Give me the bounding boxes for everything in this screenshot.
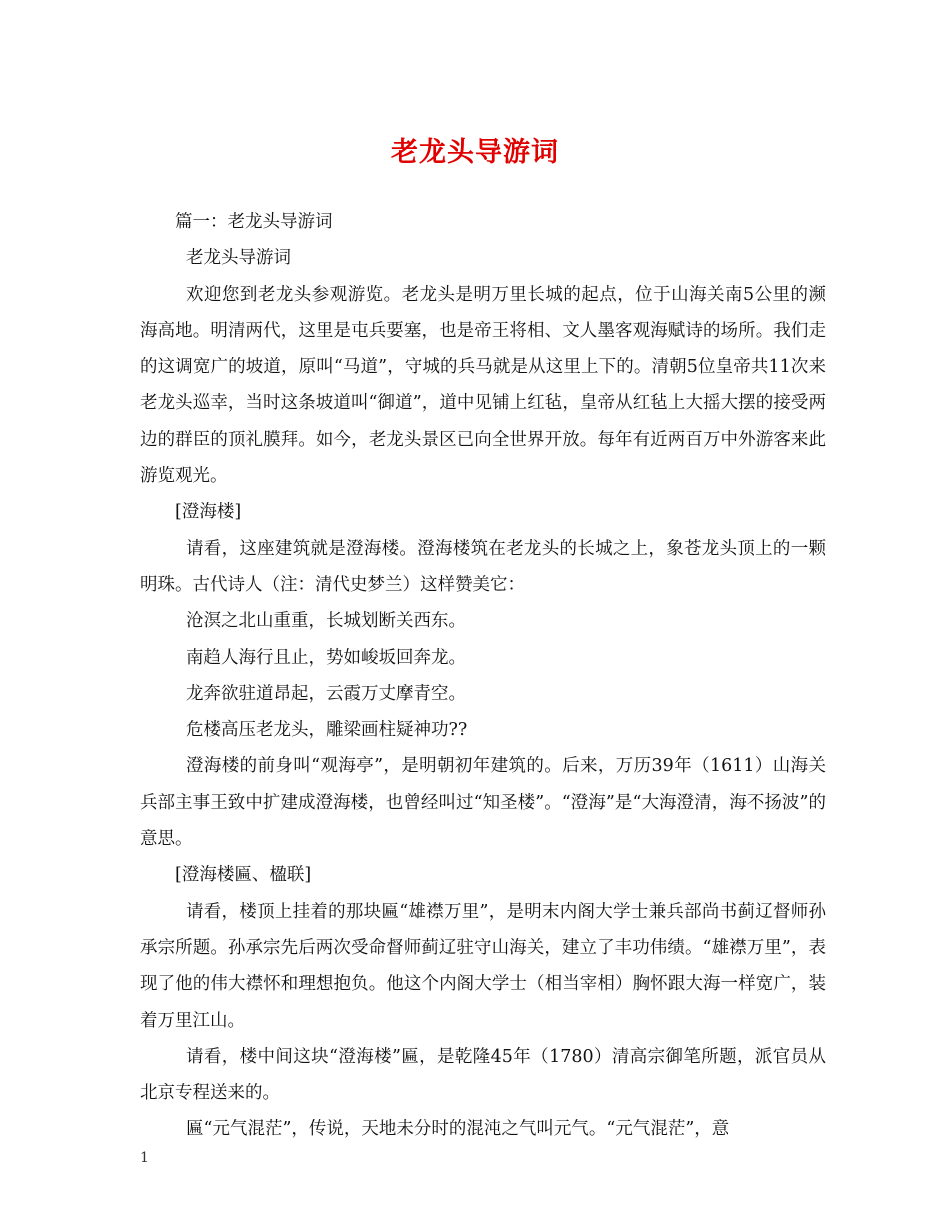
paragraph: 老龙头导游词 <box>186 248 291 269</box>
paragraph: 龙奔欲驻道昂起，云霞万丈摩青空。 <box>186 683 466 704</box>
paragraph: 请看，楼顶上挂着的那块匾“雄襟万里”，是明末内阁大学士兼兵部尚书蓟辽督师孙承宗所题。孙承宗先后两次受命督师蓟辽驻守山海关，建立了丰功伟绩。“雄襟万里”，表现了他的伟大襟怀和理想抱负。他这个内阁大学士（相当宰相）胸怀跟大海一样宽广，装着万里江山。 <box>140 901 826 1031</box>
document-title: 老龙头导游词 <box>391 137 559 168</box>
paragraph: 沧溟之北山重重，长城划断关西东。 <box>186 611 466 632</box>
paragraph: 危楼高压老龙头，雕梁画柱疑神功?? <box>186 720 468 741</box>
page-number: 1 <box>140 1150 149 1166</box>
paragraph: [澄海楼] <box>175 502 242 523</box>
paragraph: 欢迎您到老龙头参观游览。老龙头是明万里长城的起点，位于山海关南5公里的濒海高地。明清两代，这里是屯兵要塞，也是帝王将相、文人墨客观海赋诗的场所。我们走的这调宽广的坡道，原叫“马道”，守城的兵马就是从这里上下的。清朝5位皇帝共11次来老龙头巡幸，当时这条坡道叫“御道”，道中见铺上红毡，皇帝从红毡上大摇大摆的接受两边的群臣的顶礼膜拜。如今，老龙头景区已向全世界开放。每年有近两百万中外游客来此游览观光。 <box>140 284 826 487</box>
paragraph: 澄海楼的前身叫“观海亭”，是明朝初年建筑的。后来，万历39年（1611）山海关兵部主事王致中扩建成澄海楼，也曾经叫过“知圣楼”。“澄海”是“大海澄清，海不扬波”的意思。 <box>140 756 826 850</box>
paragraph: 匾“元气混茫”，传说，天地未分时的混沌之气叫元气。“元气混茫”，意 <box>186 1119 730 1140</box>
paragraph: 南趋人海行且止，势如峻坂回奔龙。 <box>186 647 466 668</box>
paragraph: 请看，这座建筑就是澄海楼。澄海楼筑在老龙头的长城之上，象苍龙头顶上的一颗明珠。古代诗人（注：清代史梦兰）这样赞美它： <box>140 538 826 595</box>
paragraph: 篇一：老龙头导游词 <box>175 212 333 232</box>
document-body <box>140 204 826 1148</box>
paragraph: 请看，楼中间这块“澄海楼”匾，是乾隆45年（1780）清高宗御笔所题，派官员从北京专程送来的。 <box>140 1046 826 1104</box>
paragraph: [澄海楼匾、楹联] <box>175 865 312 886</box>
